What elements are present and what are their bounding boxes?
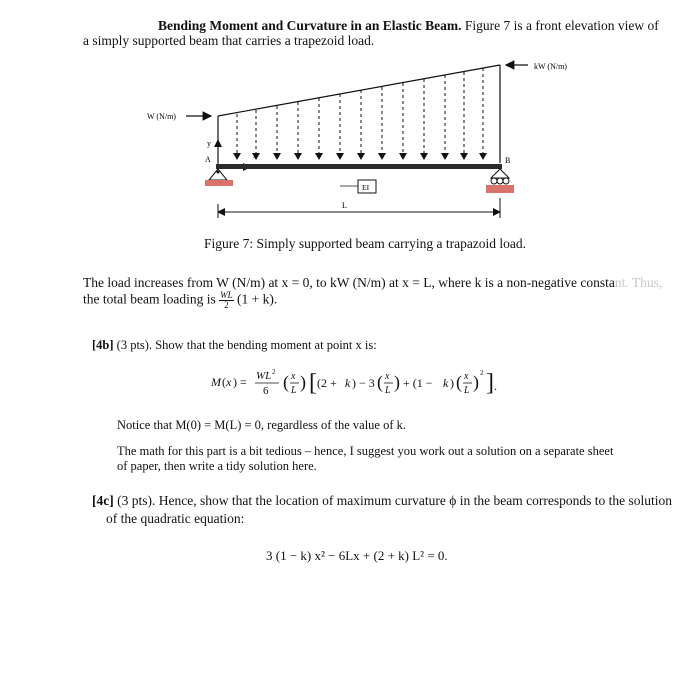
svg-text:): ) — [394, 372, 400, 392]
load-description-line1 — [83, 275, 662, 291]
figure-caption: Figure 7: Simply supported beam carrying a trapazoid load. — [204, 236, 527, 251]
load-description-text: The load increases from W (N/m) at x = 0, to kW (N/m) at x = L, where k is a non-negative consta — [83, 275, 615, 290]
svg-text:(2 +: (2 + — [317, 376, 337, 390]
total-load-fraction — [219, 291, 234, 310]
question-4b-tag: [4b] — [92, 338, 114, 352]
svg-text:[: [ — [309, 370, 317, 396]
total-load-tail: (1 + k). — [237, 291, 278, 307]
y-axis-label: y — [207, 139, 211, 148]
right-load-label: kW (N/m) — [534, 62, 567, 71]
svg-text:6: 6 — [263, 385, 269, 397]
svg-text:WL: WL — [256, 370, 272, 382]
svg-text:.: . — [494, 379, 497, 393]
load-description-line2 — [83, 291, 277, 310]
svg-text:): ) — [473, 372, 479, 392]
svg-text:L: L — [385, 385, 391, 396]
ei-label: EI — [362, 183, 370, 192]
length-dimension — [218, 198, 500, 218]
point-a-label: A — [205, 155, 211, 164]
beam-figure — [0, 0, 700, 235]
question-4c-text-line2: of the quadratic equation: — [106, 511, 245, 526]
svg-text:) =: ) = — [233, 375, 247, 389]
trapezoid-load — [218, 65, 500, 163]
length-label: L — [342, 201, 347, 210]
question-4c-text: Hence, show that the location of maximum curvature ϕ in the beam corresponds to the solution — [158, 493, 672, 508]
svg-text:): ) — [450, 376, 454, 390]
boundary-condition-note: Notice that M(0) = M(L) = 0, regardless of the value of k. — [117, 418, 407, 432]
svg-text:x: x — [464, 371, 469, 382]
svg-text:L: L — [291, 385, 297, 396]
question-4c-tag: [4c] — [92, 493, 114, 508]
svg-text:(: ( — [456, 372, 462, 392]
svg-text:M: M — [211, 375, 221, 389]
question-4b-points: (3 pts). — [116, 338, 153, 352]
svg-text:+ (1 −: + (1 − — [403, 376, 433, 390]
svg-text:x: x — [291, 371, 296, 382]
question-4b-prompt — [92, 338, 377, 353]
svg-text:x: x — [226, 375, 232, 389]
bending-moment-equation — [207, 362, 527, 402]
question-4b-text: Show that the bending moment at point x is: — [155, 338, 377, 352]
svg-text:(: ( — [377, 372, 383, 392]
fraction-denominator: 2 — [224, 300, 229, 310]
x-axis-label: x — [253, 151, 257, 160]
roller-support-b — [486, 169, 514, 193]
load-description-faded: nt. Thus, — [614, 275, 663, 290]
problem-intro-line1: Figure 7 is a front elevation view of — [464, 18, 659, 33]
svg-text:x: x — [385, 371, 390, 382]
svg-text:k: k — [443, 376, 449, 390]
point-b-label: B — [505, 156, 511, 165]
load-arrows — [233, 68, 487, 160]
left-load-label: W (N/m) — [147, 112, 176, 121]
problem-intro-line2: a simply supported beam that carries a trapezoid load. — [83, 33, 375, 48]
svg-text:(: ( — [283, 372, 289, 392]
svg-text:2: 2 — [480, 369, 484, 377]
svg-text:): ) — [300, 372, 306, 392]
total-load-text: the total beam loading is — [83, 291, 216, 307]
quadratic-equation: 3 (1 − k) x² − 6Lx + (2 + k) L² = 0. — [266, 548, 448, 563]
svg-text:) − 3: ) − 3 — [352, 376, 375, 390]
svg-text:]: ] — [486, 370, 494, 396]
svg-text:k: k — [345, 376, 351, 390]
question-4c-prompt — [92, 493, 672, 509]
beam — [216, 164, 502, 169]
pin-support-a — [205, 169, 233, 186]
svg-text:L: L — [464, 385, 470, 396]
tedious-math-note-line1: The math for this part is a bit tedious – hence, I suggest you work out a solution on a separate sheet — [117, 444, 614, 458]
svg-text:2: 2 — [272, 368, 276, 376]
tedious-math-note-line2: of paper, then write a tidy solution here. — [117, 459, 317, 473]
fraction-numerator: WL — [220, 290, 233, 300]
question-4c-points: (3 pts). — [117, 493, 156, 508]
svg-text:(: ( — [222, 375, 226, 389]
problem-title: Bending Moment and Curvature in an Elastic Beam. — [158, 18, 462, 33]
ei-box — [340, 180, 376, 193]
